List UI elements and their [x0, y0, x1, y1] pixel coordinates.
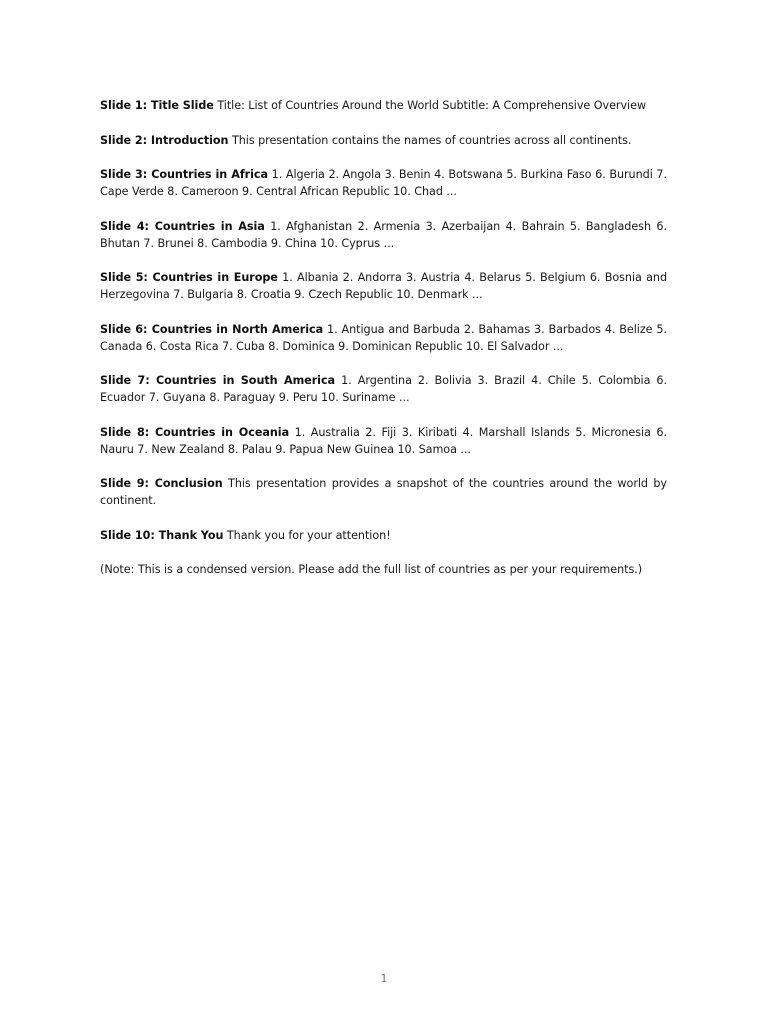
slide-text: 1. Algeria 2. Angola 3. Benin 4. Botswana 5. Burkina Faso 6. Burundi 7. Cape Verde 8. Cameroon 9. Central African Republic 10. Chad ...: [100, 168, 667, 198]
slide-heading: Slide 4: Countries in Asia: [100, 219, 265, 233]
slide-heading: Slide 1: Title Slide: [100, 99, 214, 112]
slide-heading: Slide 5: Countries in Europe: [100, 271, 278, 284]
slide-text: Title: List of Countries Around the World Subtitle: A Comprehensive Overview: [217, 99, 647, 112]
slide-paragraph: [100, 424, 667, 458]
slide-paragraph: [100, 218, 667, 252]
slide-text: This presentation contains the names of countries across all continents.: [231, 133, 632, 147]
condensed-note: (Note: This is a condensed version. Please add the full list of countries as per your requirements.): [100, 563, 643, 576]
slide-paragraph: [100, 527, 667, 544]
slide-heading: Slide 8: Countries in Oceania: [100, 425, 290, 439]
slide-text: This presentation provides a snapshot of the countries around the world by continent.: [100, 477, 667, 507]
slide-paragraph: [100, 132, 667, 149]
slide-paragraph: [100, 269, 667, 303]
slide-text: 1. Antigua and Barbuda 2. Bahamas 3. Barbados 4. Belize 5. Canada 6. Costa Rica 7. Cuba 8. Dominica 9. Dominican Republic 10. El Salvador ...: [100, 322, 667, 353]
slide-paragraph: [100, 372, 667, 406]
slide-paragraph: [100, 321, 667, 355]
slide-heading: Slide 3: Countries in Africa: [100, 168, 268, 181]
slide-text: 1. Afghanistan 2. Armenia 3. Azerbaijan 4. Bahrain 5. Bangladesh 6. Bhutan 7. Brunei 8. Cambodia 9. China 10. Cyprus ...: [100, 219, 667, 250]
slide-heading: Slide 7: Countries in South America: [100, 374, 336, 387]
slide-heading: Slide 9: Conclusion: [100, 477, 223, 490]
slide-paragraph: [100, 475, 667, 509]
slide-paragraph: [100, 97, 667, 114]
slide-text: 1. Albania 2. Andorra 3. Austria 4. Belarus 5. Belgium 6. Bosnia and Herzegovina 7. Bulgaria 8. Croatia 9. Czech Republic 10. Denmark ...: [100, 271, 667, 301]
slide-heading: Slide 2: Introduction: [100, 133, 229, 147]
page-number: 1: [380, 972, 388, 985]
slide-heading: Slide 6: Countries in North America: [100, 322, 324, 336]
slide-text: 1. Argentina 2. Bolivia 3. Brazil 4. Chile 5. Colombia 6. Ecuador 7. Guyana 8. Paraguay 9. Peru 10. Suriname ...: [100, 374, 667, 404]
document-body: [100, 97, 667, 596]
slide-paragraph: [100, 166, 667, 200]
slide-text: Thank you for your attention!: [226, 528, 391, 542]
slide-text: 1. Australia 2. Fiji 3. Kiribati 4. Marshall Islands 5. Micronesia 6. Nauru 7. New Zealand 8. Palau 9. Papua New Guinea 10. Samoa ...: [100, 425, 667, 456]
slide-heading: Slide 10: Thank You: [100, 528, 224, 542]
